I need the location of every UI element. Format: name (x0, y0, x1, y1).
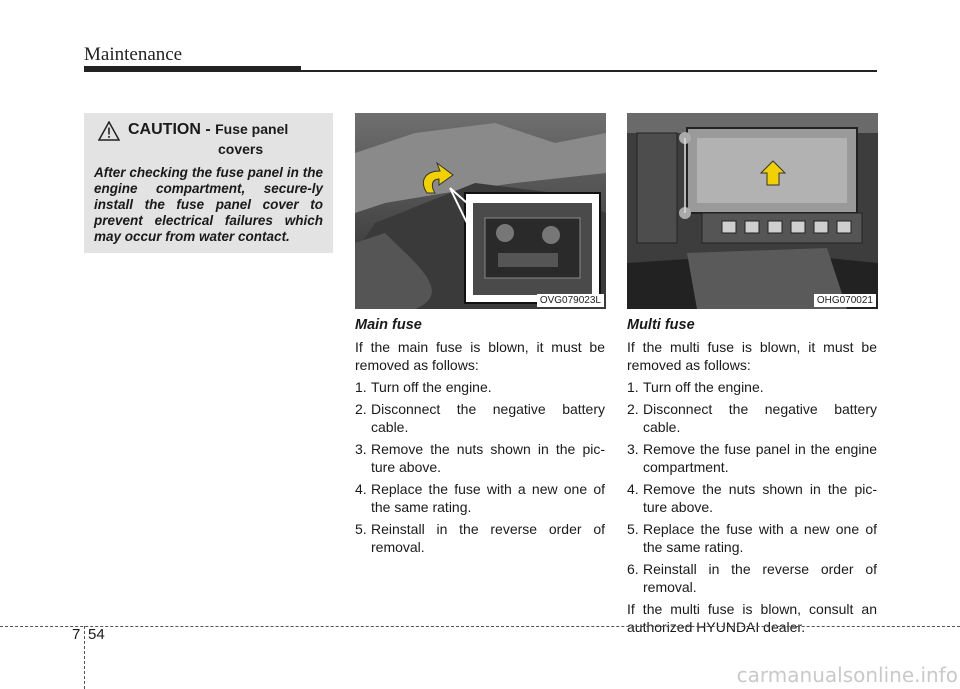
step-item (355, 440, 605, 476)
multi-fuse-photo (627, 113, 878, 309)
warning-triangle-icon (98, 121, 120, 141)
footer-divider (84, 626, 85, 689)
main-fuse-intro: If the main fuse is blown, it must be removed as follows: (355, 339, 605, 373)
caution-body-text: After checking the fuse panel in the engine compartment, secure-ly install the fuse panel cover to prevent electrical failures which may occur from water contact. (94, 165, 323, 244)
step-text: Replace the fuse with a new one of the same rating. (643, 521, 877, 555)
step-item (355, 378, 605, 396)
caution-subtitle: Fuse panel (215, 121, 289, 137)
multi-fuse-steps (627, 378, 877, 596)
caution-header (94, 121, 323, 141)
step-number: 4. (355, 481, 367, 497)
step-number: 5. (627, 521, 639, 537)
main-fuse-title: Main fuse (355, 317, 422, 333)
watermark: carmanualsonline.info (736, 663, 958, 687)
chapter-number: 7 (72, 626, 81, 643)
step-number: 1. (355, 379, 367, 395)
page-header-title: Maintenance (84, 44, 183, 65)
step-text: Disconnect the negative battery cable. (643, 401, 877, 435)
main-fuse-photo (355, 113, 606, 309)
header-rule-thin (301, 70, 877, 72)
step-text: Turn off the engine. (371, 379, 492, 395)
multi-fuse-outro: If the multi fuse is blown, consult an authorized HYUNDAI dealer. (627, 601, 877, 635)
multi-fuse-section (627, 316, 877, 640)
multi-fuse-title: Multi fuse (627, 317, 695, 333)
caution-box (84, 113, 333, 253)
step-number: 4. (627, 481, 639, 497)
page-number: 54 (88, 626, 105, 643)
caution-label: CAUTION - (128, 121, 211, 138)
step-item (627, 440, 877, 476)
step-text: Reinstall in the reverse order of removal. (371, 521, 605, 555)
header-rule-thick (84, 66, 301, 72)
step-text: Remove the fuse panel in the engine compartment. (643, 441, 877, 475)
main-fuse-steps (355, 378, 605, 556)
step-number: 3. (355, 441, 367, 457)
step-item (627, 400, 877, 436)
step-item (355, 400, 605, 436)
main-fuse-section (355, 316, 605, 560)
step-number: 2. (627, 401, 639, 417)
footer-rule (0, 626, 960, 627)
step-item (355, 480, 605, 516)
step-number: 6. (627, 561, 639, 577)
step-number: 5. (355, 521, 367, 537)
multi-fuse-intro: If the multi fuse is blown, it must be removed as follows: (627, 339, 877, 373)
step-item (627, 520, 877, 556)
step-text: Replace the fuse with a new one of the same rating. (371, 481, 605, 515)
step-text: Disconnect the negative battery cable. (371, 401, 605, 435)
caution-subtitle-cont: covers (218, 141, 264, 157)
step-text: Remove the nuts shown in the pic-ture above. (371, 441, 605, 475)
step-text: Turn off the engine. (643, 379, 764, 395)
step-item (627, 560, 877, 596)
photo-code-label: OVG079023L (537, 294, 604, 307)
step-text: Reinstall in the reverse order of removal. (643, 561, 877, 595)
photo-code-label: OHG070021 (814, 294, 876, 307)
step-number: 2. (355, 401, 367, 417)
step-item (627, 480, 877, 516)
step-text: Remove the nuts shown in the pic-ture above. (643, 481, 877, 515)
step-number: 3. (627, 441, 639, 457)
step-item (355, 520, 605, 556)
step-number: 1. (627, 379, 639, 395)
step-item (627, 378, 877, 396)
